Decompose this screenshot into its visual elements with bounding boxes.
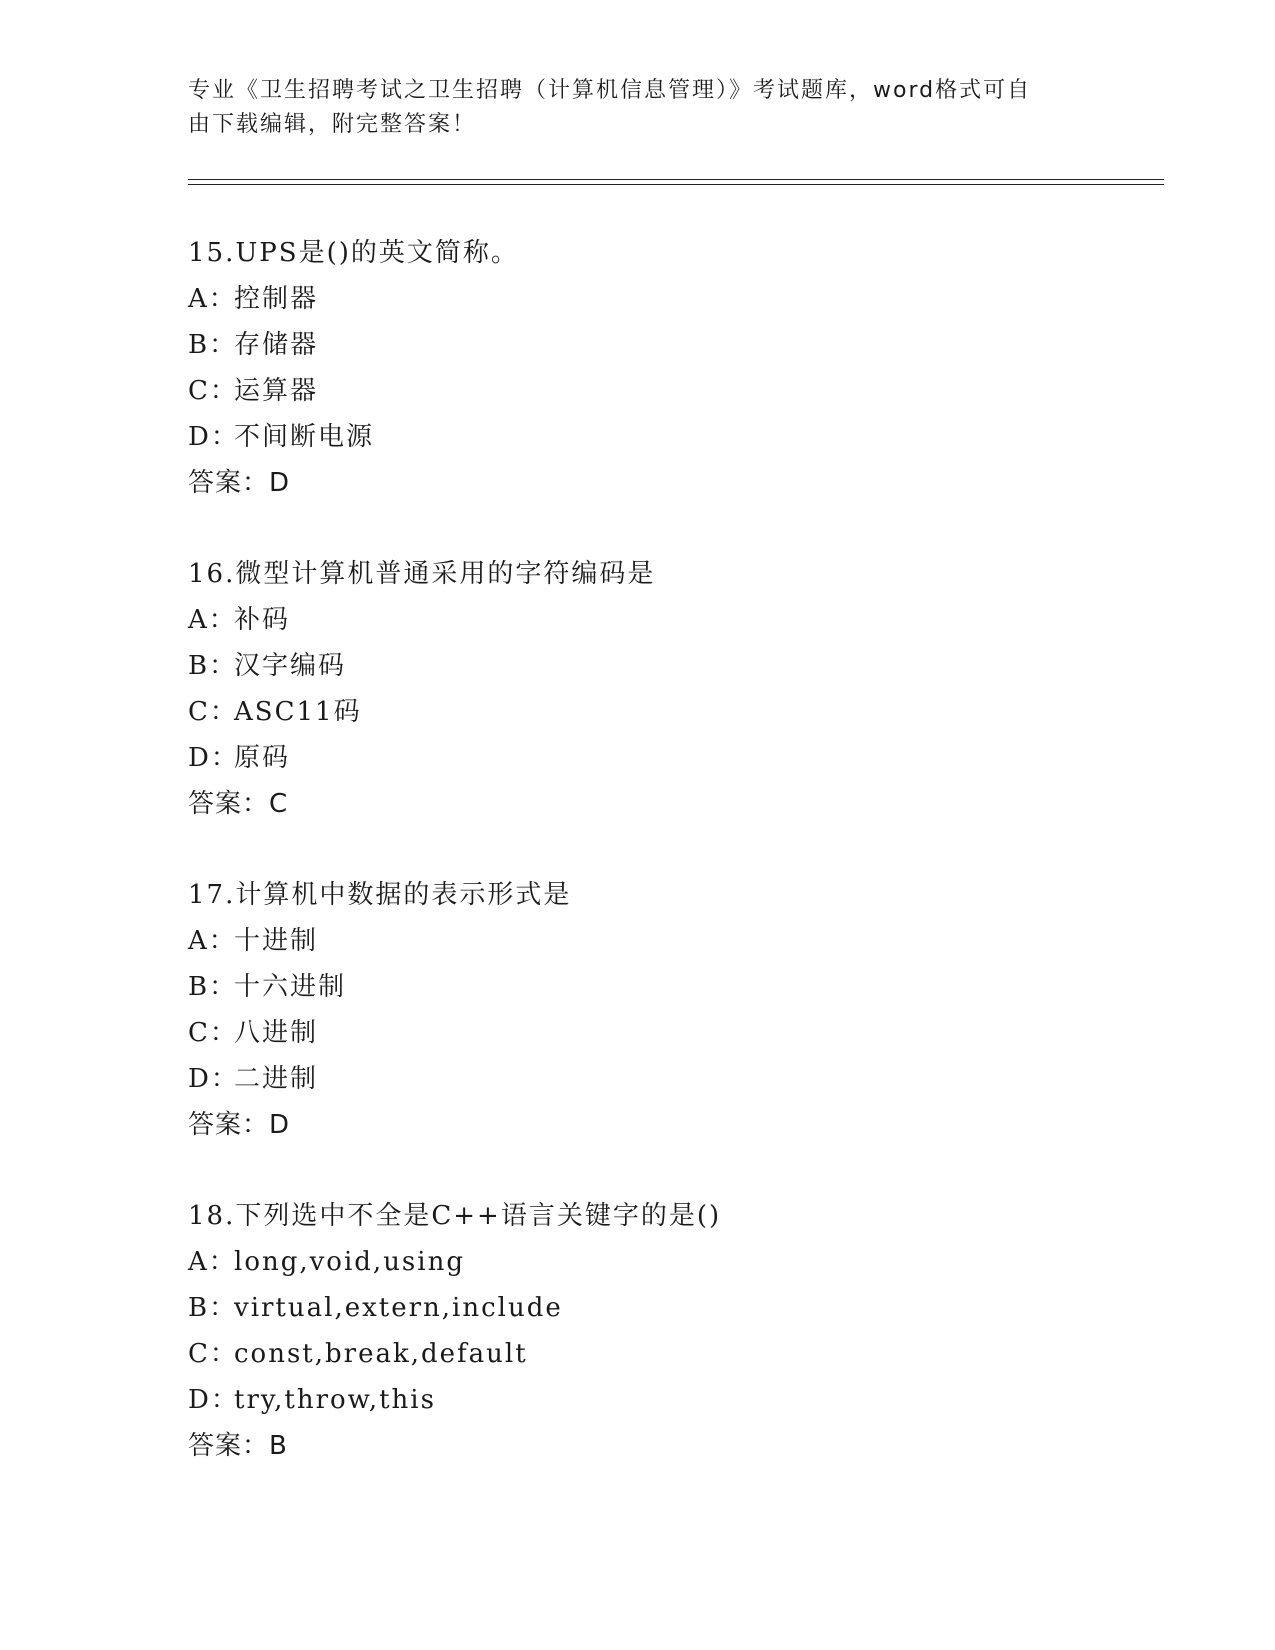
option-d [188, 735, 1088, 781]
option-text: 运算器 [234, 376, 319, 406]
question-15 [188, 230, 1088, 506]
question-stem: 16.微型计算机普通采用的字符编码是 [188, 559, 656, 589]
header-line-2: 由下载编辑，附完整答案！ [188, 112, 477, 137]
option-text: ASC11码 [234, 697, 362, 727]
option-letter: A： [188, 926, 237, 956]
option-letter: C： [188, 1339, 238, 1369]
option-a [188, 276, 1088, 322]
option-letter: C： [188, 697, 238, 727]
document-header [188, 74, 1088, 142]
option-a [188, 597, 1088, 643]
option-text: 十进制 [234, 926, 319, 956]
option-c [188, 1331, 1088, 1377]
option-letter: A： [188, 605, 237, 635]
option-text: try,throw,this [234, 1385, 436, 1415]
option-letter: D： [188, 743, 239, 773]
option-c [188, 689, 1088, 735]
option-letter: C： [188, 376, 238, 406]
option-letter: D： [188, 1385, 239, 1415]
answer-line: 答案：B [188, 1431, 288, 1461]
option-d [188, 1377, 1088, 1423]
question-18 [188, 1193, 1088, 1469]
option-text: 十六进制 [234, 972, 347, 1002]
option-text: 汉字编码 [234, 651, 347, 681]
question-stem: 18.下列选中不全是C++语言关键字的是() [188, 1201, 722, 1231]
option-letter: A： [188, 284, 237, 314]
answer-line: 答案：D [188, 468, 291, 498]
option-text: long,void,using [234, 1247, 465, 1277]
option-d [188, 1056, 1088, 1102]
option-text: virtual,extern,include [234, 1293, 563, 1323]
option-text: 控制器 [234, 284, 319, 314]
option-b [188, 643, 1088, 689]
question-16 [188, 551, 1088, 827]
option-b [188, 322, 1088, 368]
question-17 [188, 872, 1088, 1148]
option-letter: D： [188, 1064, 239, 1094]
answer-line: 答案：D [188, 1110, 291, 1140]
option-a [188, 918, 1088, 964]
option-letter: B： [188, 330, 238, 360]
option-text: 补码 [234, 605, 291, 635]
option-letter: B： [188, 972, 238, 1002]
option-d [188, 414, 1088, 460]
option-c [188, 368, 1088, 414]
header-divider-bottom [188, 184, 1164, 185]
header-divider-top [188, 179, 1164, 180]
question-stem: 15.UPS是()的英文简称。 [188, 238, 519, 268]
option-text: 存储器 [234, 330, 319, 360]
option-a [188, 1239, 1088, 1285]
header-line-1: 专业《卫生招聘考试之卫生招聘（计算机信息管理）》考试题库，word格式可自 [188, 78, 1032, 103]
option-text: 二进制 [234, 1064, 319, 1094]
option-b [188, 964, 1088, 1010]
option-letter: B： [188, 1293, 238, 1323]
option-text: 原码 [234, 743, 291, 773]
option-letter: B： [188, 651, 238, 681]
option-letter: C： [188, 1018, 238, 1048]
option-b [188, 1285, 1088, 1331]
option-letter: D： [188, 422, 239, 452]
option-c [188, 1010, 1088, 1056]
question-stem: 17.计算机中数据的表示形式是 [188, 880, 572, 910]
option-text: const,break,default [234, 1339, 528, 1369]
option-letter: A： [188, 1247, 237, 1277]
answer-line: 答案：C [188, 789, 289, 819]
option-text: 八进制 [234, 1018, 319, 1048]
option-text: 不间断电源 [234, 422, 375, 452]
